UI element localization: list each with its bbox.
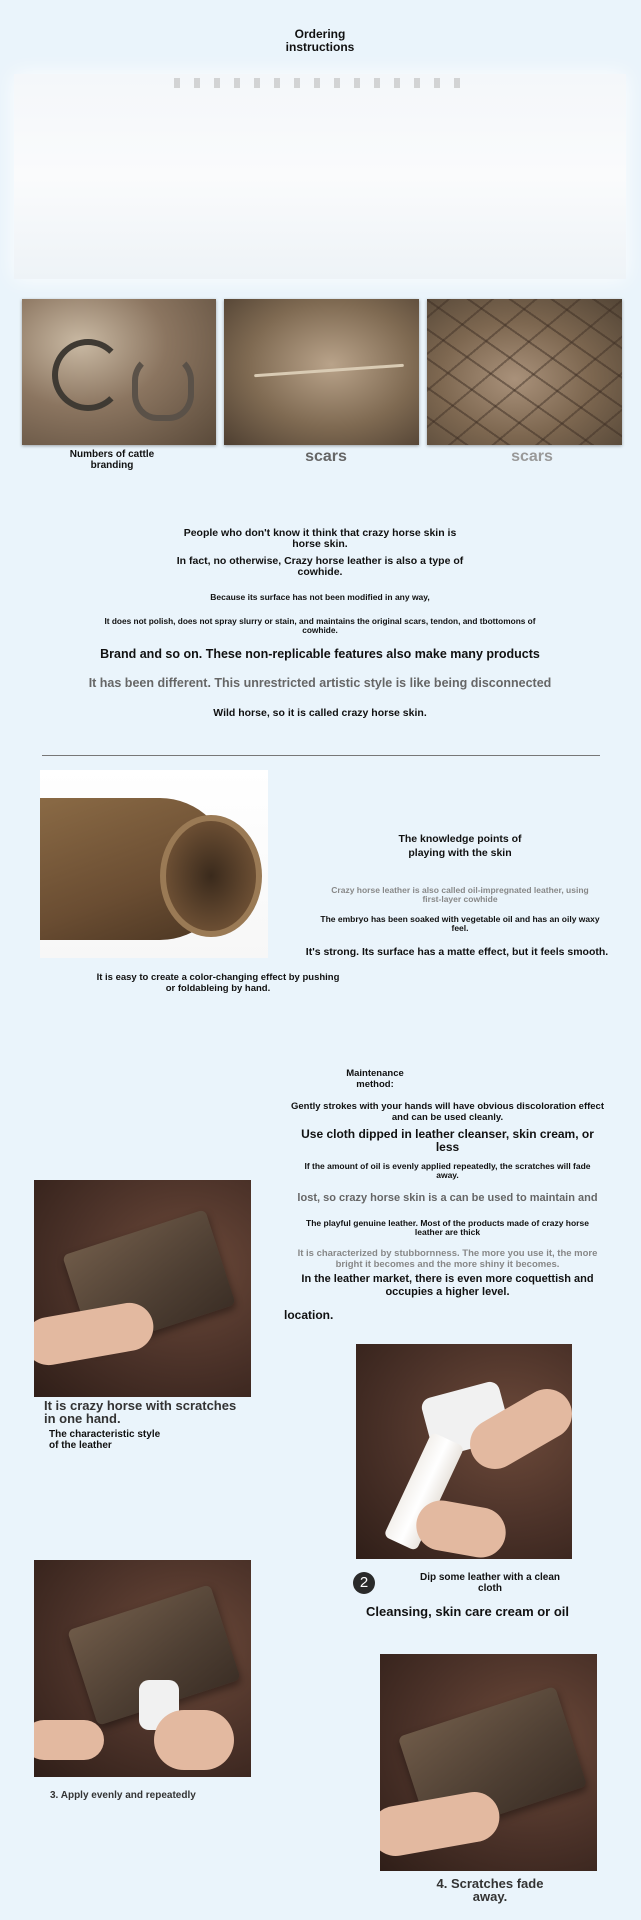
step2-caption-large: Cleansing, skin care cream or oil xyxy=(365,1604,570,1619)
intro-paragraph-2: In fact, no otherwise, Crazy horse leather is also a type of cowhide. xyxy=(176,555,464,578)
step1-subcaption: The characteristic style of the leather xyxy=(49,1429,161,1451)
scar-leather-photo xyxy=(224,299,419,445)
step3-wallet-photo xyxy=(34,1560,251,1777)
maintenance-step-6: It is characterized by stubbornness. The more you use it, the more bright it becomes and the more shiny it becomes. xyxy=(297,1248,598,1270)
page-title: Ordering instructions xyxy=(285,27,355,54)
step3-caption: 3. Apply evenly and repeatedly xyxy=(50,1790,196,1801)
maintenance-step-2: Use cloth dipped in leather cleanser, skin cream, or less xyxy=(301,1127,594,1154)
gallery-caption-scars-2: scars xyxy=(511,448,553,465)
step4-caption: 4. Scratches fade away. xyxy=(436,1876,544,1904)
intro-paragraph-5: Brand and so on. These non-replicable features also make many products xyxy=(100,647,540,661)
faded-text-strip xyxy=(174,78,464,88)
maintenance-title: Maintenance method: xyxy=(346,1068,404,1090)
maintenance-step-5: The playful genuine leather. Most of the products made of crazy horse leather are thick xyxy=(306,1218,589,1237)
leather-roll-photo xyxy=(40,770,268,958)
maintenance-step-1: Gently strokes with your hands will have obvious discoloration effect and can be used cleanly. xyxy=(290,1101,605,1123)
step2-caption: Dip some leather with a clean cloth xyxy=(419,1572,561,1594)
intro-paragraph-6: It has been different. This unrestricted artistic style is like being disconnected xyxy=(88,676,552,690)
section-divider xyxy=(42,755,600,756)
faded-banner-image xyxy=(14,74,626,279)
knowledge-title: The knowledge points of playing with the skin xyxy=(398,833,522,859)
knowledge-point-1: Crazy horse leather is also called oil-impregnated leather, using first-layer cowhide xyxy=(331,885,589,904)
maintenance-step-3: If the amount of oil is evenly applied repeatedly, the scratches will fade away. xyxy=(304,1161,591,1180)
step1-caption: It is crazy horse with scratches in one hand. xyxy=(44,1398,237,1426)
maintenance-step-8: location. xyxy=(284,1308,334,1322)
intro-paragraph-3: Because its surface has not been modified in any way, xyxy=(210,592,430,602)
step2-number-badge: 2 xyxy=(353,1572,375,1594)
gallery-caption-branding: Numbers of cattle branding xyxy=(69,449,155,471)
intro-paragraph-7: Wild horse, so it is called crazy horse skin. xyxy=(213,707,427,719)
branding-leather-photo xyxy=(22,299,216,445)
knowledge-point-3: It's strong. Its surface has a matte effect, but it feels smooth. xyxy=(305,946,609,958)
gallery-caption-scars-1: scars xyxy=(305,448,347,465)
maintenance-step-4: lost, so crazy horse skin is a can be used to maintain and xyxy=(297,1192,598,1204)
intro-paragraph-4: It does not polish, does not spray slurry or stain, and maintains the original scars, tendon, and tbottomons of cowhide. xyxy=(104,616,536,635)
knowledge-point-4: It is easy to create a color-changing effect by pushing or foldableing by hand. xyxy=(96,972,340,994)
step2-cream-photo xyxy=(356,1344,572,1559)
knowledge-point-2: The embryo has been soaked with vegetable oil and has an oily waxy feel. xyxy=(320,914,600,933)
scar-texture-photo xyxy=(427,299,622,445)
step4-wallet-photo xyxy=(380,1654,597,1871)
step1-wallet-photo xyxy=(34,1180,251,1397)
maintenance-step-7: In the leather market, there is even more coquettish and occupies a higher level. xyxy=(301,1273,594,1298)
intro-paragraph-1: People who don't know it think that crazy horse skin is horse skin. xyxy=(183,527,457,550)
